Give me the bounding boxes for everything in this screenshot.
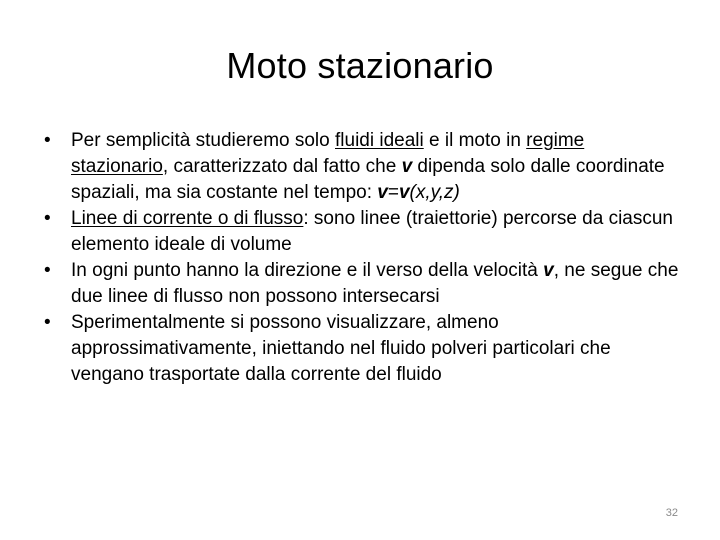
- text-span: dipenda solo dalle coordinate spaziali, ma sia costante nel tempo:: [71, 156, 665, 203]
- text-span: : sono linee (traiettorie) percorse da ciascun elemento ideale di volume: [71, 208, 674, 255]
- text-span: In ogni punto hanno la direzione e il verso della velocità: [71, 260, 544, 281]
- bullet-text: Sperimentalmente si possono visualizzare, almeno approssimativamente, iniettando nel fluido polveri particolari che vengano trasportate dalla corrente del fluido: [71, 312, 611, 385]
- text-span: e il moto in: [423, 130, 527, 151]
- bullet-item-flow-lines: [44, 206, 680, 258]
- bullet-item-experimental: [44, 310, 680, 388]
- link-text-flow-lines: Linee di corrente o di flusso: [71, 208, 304, 229]
- velocity-symbol: v: [377, 182, 388, 203]
- bullet-list: [44, 128, 680, 388]
- bullet-text: [71, 260, 678, 307]
- velocity-symbol: v: [543, 260, 554, 281]
- text-span: Per semplicità studieremo solo: [71, 130, 335, 151]
- velocity-symbol: v: [401, 156, 413, 177]
- bullet-icon: •: [44, 312, 51, 333]
- bullet-item-direction: [44, 258, 680, 310]
- bullet-text: [71, 208, 673, 255]
- bullet-item-ideal-fluids: [44, 128, 680, 206]
- text-span: , caratterizzato dal fatto che: [162, 156, 402, 177]
- page-number: 32: [665, 507, 678, 519]
- link-text-steady-regime: regime stazionario: [71, 130, 585, 177]
- bullet-icon: •: [44, 130, 51, 151]
- velocity-symbol: v: [398, 182, 410, 203]
- bullet-icon: •: [44, 260, 51, 281]
- equals-sign: =: [387, 182, 399, 203]
- coordinate-args: (x,y,z): [409, 182, 460, 203]
- text-span: , ne segue che due linee di flusso non possono intersecarsi: [71, 260, 679, 307]
- bullet-text: [71, 130, 665, 203]
- slide-title: Moto stazionario: [226, 45, 494, 86]
- bullet-icon: •: [44, 208, 51, 229]
- link-text-ideal-fluids: fluidi ideali: [335, 130, 424, 151]
